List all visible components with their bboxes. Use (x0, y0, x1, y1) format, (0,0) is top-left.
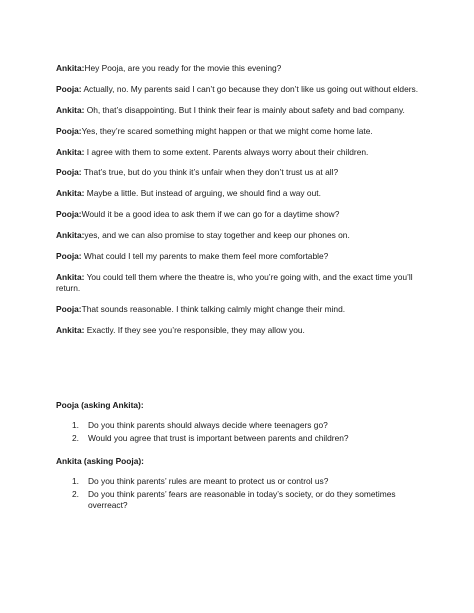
speaker-label: Ankita: (56, 146, 85, 157)
questions-section (56, 400, 426, 513)
dialogue-text: Hey Pooja, are you ready for the movie this evening? (84, 63, 282, 73)
dialogue-text: Exactly. If they see you’re responsible, they may allow you. (84, 324, 305, 335)
speaker-label: Ankita: (56, 104, 85, 115)
dialogue-text: Maybe a little. But instead of arguing, we should find a way out. (84, 188, 321, 199)
question-number: 1. (72, 475, 79, 486)
question-number: 1. (72, 420, 79, 430)
dialogue-text: I agree with them to some extent. Parents always worry about their children. (84, 146, 369, 157)
dialogue-line (56, 188, 426, 199)
question-list (56, 476, 426, 511)
dialogue-line (56, 167, 426, 178)
question-block-ankita (56, 456, 426, 511)
speaker-label: Ankita: (56, 271, 85, 282)
speaker-label: Pooja: (56, 304, 82, 315)
question-item (56, 476, 426, 487)
question-text: Do you think parents’ fears are reasonable in today’s society, or do they sometimes overreact? (88, 488, 396, 510)
dialogue-text: Actually, no. My parents said I can’t go because they don’t like us going out without elders. (81, 83, 419, 94)
dialogue-line (56, 209, 426, 220)
question-item (56, 489, 426, 512)
question-number: 2. (72, 432, 79, 443)
question-number: 2. (72, 488, 79, 499)
dialogue-line (56, 105, 426, 116)
question-item (56, 433, 426, 444)
dialogue-text: What could I tell my parents to make them feel more comfortable? (81, 251, 329, 262)
dialogue-text: That sounds reasonable. I think talking calmly might change their mind. (81, 304, 346, 315)
dialogue-line (56, 272, 426, 295)
dialogue-line (56, 147, 426, 158)
dialogue-text: Oh, that’s disappointing. But I think their fear is mainly about safety and bad company. (84, 104, 405, 115)
speaker-label: Pooja: (56, 167, 82, 178)
question-heading: Ankita (asking Pooja): (56, 455, 144, 466)
speaker-label: Ankita: (56, 324, 85, 335)
speaker-label: Ankita: (56, 230, 85, 241)
dialogue-text: Yes, they’re scared something might happen or that we might come home late. (81, 125, 373, 136)
question-heading: Pooja (asking Ankita): (56, 400, 144, 410)
dialogue-section (56, 63, 426, 346)
question-text: Do you think parents should always decide where teenagers go? (88, 420, 328, 430)
speaker-label: Ankita: (56, 63, 85, 73)
dialogue-line (56, 84, 426, 95)
question-block-pooja (56, 400, 426, 444)
dialogue-text: You could tell them where the theatre is, who you’re going with, and the exact time you’ll return. (56, 271, 413, 294)
speaker-label: Pooja: (56, 83, 82, 94)
speaker-label: Pooja: (56, 209, 82, 220)
dialogue-line (56, 126, 426, 137)
dialogue-text: Would it be a good idea to ask them if we can go for a daytime show? (81, 209, 340, 220)
dialogue-line (56, 230, 426, 241)
dialogue-text: yes, and we can also promise to stay together and keep our phones on. (84, 230, 350, 241)
dialogue-line (56, 63, 426, 74)
question-text: Do you think parents’ rules are meant to protect us or control us? (88, 475, 329, 486)
dialogue-line (56, 251, 426, 262)
question-item (56, 420, 426, 431)
speaker-label: Pooja: (56, 125, 82, 136)
dialogue-line (56, 325, 426, 336)
dialogue-text: That’s true, but do you think it’s unfair when they don’t trust us at all? (81, 167, 339, 178)
speaker-label: Pooja: (56, 251, 82, 262)
question-text: Would you agree that trust is important between parents and children? (88, 432, 349, 443)
question-list (56, 420, 426, 444)
dialogue-line (56, 304, 426, 315)
speaker-label: Ankita: (56, 188, 85, 199)
